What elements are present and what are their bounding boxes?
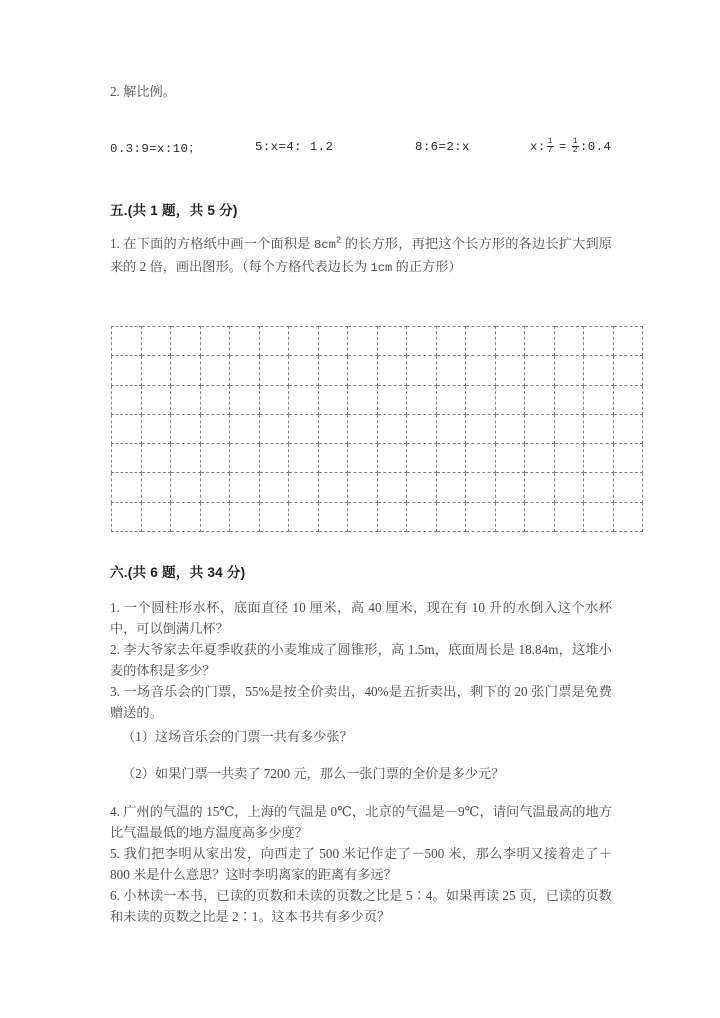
grid-cell[interactable] — [289, 385, 319, 414]
grid-cell[interactable] — [112, 385, 142, 414]
grid-cell[interactable] — [348, 444, 378, 473]
question-text-part-3: 的正方形） — [392, 258, 462, 274]
grid-cell[interactable] — [613, 473, 643, 502]
grid-cell[interactable] — [200, 356, 230, 385]
grid-cell[interactable] — [584, 502, 614, 531]
section-six-question-3-sub-1-row — [110, 726, 612, 747]
grid-cell[interactable] — [141, 385, 171, 414]
question-number: 2. — [110, 642, 120, 657]
grid-cell[interactable] — [613, 356, 643, 385]
grid-cell[interactable] — [377, 327, 407, 356]
section-six-question-2-row — [110, 639, 612, 682]
grid-cell[interactable] — [259, 414, 289, 443]
grid-cell[interactable] — [318, 327, 348, 356]
grid-cell[interactable] — [495, 414, 525, 443]
grid-cell[interactable] — [141, 414, 171, 443]
grid-cell[interactable] — [525, 473, 555, 502]
grid-cell[interactable] — [348, 473, 378, 502]
section-five-question-1-row — [110, 233, 612, 278]
grid-cell[interactable] — [436, 356, 466, 385]
proportion-4-equals: = — [558, 140, 567, 154]
grid-cell[interactable] — [200, 502, 230, 531]
grid-cell[interactable] — [200, 473, 230, 502]
grid-row — [112, 444, 643, 473]
question-number: 4. — [110, 804, 120, 819]
question-number: 1. — [110, 600, 120, 615]
area-unit-value: 8cm — [314, 238, 336, 252]
grid-cell[interactable] — [436, 444, 466, 473]
grid-cell[interactable] — [289, 473, 319, 502]
grid-cell[interactable] — [289, 502, 319, 531]
grid-row — [112, 473, 643, 502]
grid-cell[interactable] — [436, 414, 466, 443]
grid-cell[interactable] — [230, 444, 260, 473]
grid-cell[interactable] — [436, 327, 466, 356]
grid-cell[interactable] — [171, 414, 201, 443]
grid-cell[interactable] — [613, 502, 643, 531]
grid-cell[interactable] — [466, 502, 496, 531]
proportion-expression-4 — [530, 138, 611, 156]
grid-cell[interactable] — [230, 473, 260, 502]
fraction-numerator: 1 — [572, 136, 578, 146]
section-six-question-1-row — [110, 597, 612, 640]
grid-cell[interactable] — [289, 327, 319, 356]
question-text: 李大爷家去年夏季收获的小麦堆成了圆锥形，高 1.5m，底面周长是 18.84m，这堆小麦的体积是多少？ — [110, 642, 612, 679]
grid-cell[interactable] — [377, 473, 407, 502]
proportion-4-rhs-fraction — [572, 138, 579, 156]
proportion-4-lhs-fraction — [547, 138, 554, 156]
question-number: 5. — [110, 846, 120, 861]
grid-cell[interactable] — [377, 414, 407, 443]
section-five-title-row — [110, 199, 238, 219]
grid-cell[interactable] — [525, 327, 555, 356]
section-six-question-3-sub-1: （1）这场音乐会的门票一共有多少张？ — [122, 729, 353, 744]
section-six-question-3-sub-2: （2）如果门票一共卖了 7200 元，那么一张门票的全价是多少元？ — [122, 766, 505, 781]
grid-cell[interactable] — [584, 356, 614, 385]
section-six-question-5 — [110, 843, 612, 886]
grid-row — [112, 356, 643, 385]
grid-cell[interactable] — [348, 502, 378, 531]
grid-cell[interactable] — [495, 502, 525, 531]
question-text: 小林读一本书，已读的页数和未读的页数之比是 5∶4。如果再读 25 页，已读的页数和未读的页数之比是 2∶1。这本书共有多少页？ — [110, 888, 612, 925]
section-six-question-2 — [110, 639, 612, 682]
question-text-part-2: 的长方形，再把这个长方形的各边长扩大到原来的 2 倍，画出图形。（每个方格代表边长为 — [110, 236, 612, 274]
fraction-numerator: 1 — [547, 136, 553, 146]
proportion-expression-2: 5:x=4: 1.2 — [255, 140, 334, 154]
grid-cell[interactable] — [289, 444, 319, 473]
grid-cell[interactable] — [466, 414, 496, 443]
grid-cell[interactable] — [407, 502, 437, 531]
fraction-denominator: 2 — [572, 146, 578, 155]
grid-cell[interactable] — [141, 502, 171, 531]
area-unit-superscript: 2 — [335, 235, 342, 246]
grid-row — [112, 327, 643, 356]
proportion-expressions-row — [110, 138, 615, 156]
grid-cell[interactable] — [495, 385, 525, 414]
grid-cell[interactable] — [171, 444, 201, 473]
grid-cell[interactable] — [230, 502, 260, 531]
grid-cell[interactable] — [584, 444, 614, 473]
grid-cell[interactable] — [613, 385, 643, 414]
grid-cell[interactable] — [259, 444, 289, 473]
grid-cell[interactable] — [584, 327, 614, 356]
proportion-4-rhs-tail: :0.4 — [579, 140, 612, 154]
grid-cell[interactable] — [318, 444, 348, 473]
grid-cell[interactable] — [348, 414, 378, 443]
question-text: 广州的气温的 15℃，上海的气温是 0℃，北京的气温是－9℃，请问气温最高的地方比气温最低的地方温度高多少度？ — [110, 804, 612, 841]
grid-row — [112, 414, 643, 443]
grid-cell[interactable] — [259, 502, 289, 531]
grid-cell[interactable] — [112, 414, 142, 443]
grid-cell[interactable] — [554, 473, 584, 502]
grid-cell[interactable] — [407, 473, 437, 502]
grid-body — [112, 327, 643, 532]
grid-cell[interactable] — [230, 414, 260, 443]
grid-cell[interactable] — [436, 473, 466, 502]
grid-cell[interactable] — [554, 414, 584, 443]
grid-cell[interactable] — [171, 473, 201, 502]
grid-cell[interactable] — [230, 327, 260, 356]
solve-proportions-heading: 2. 解比例。 — [110, 84, 176, 99]
grid-cell[interactable] — [584, 385, 614, 414]
section-six-question-6 — [110, 885, 612, 928]
section-five-question-1 — [110, 233, 612, 278]
grid-cell[interactable] — [348, 356, 378, 385]
grid-cell[interactable] — [318, 385, 348, 414]
question-text-part-1: 在下面的方格纸中画一个面积是 — [119, 236, 315, 251]
grid-cell[interactable] — [200, 385, 230, 414]
side-length-unit-value: 1cm — [370, 260, 393, 275]
grid-cell[interactable] — [377, 444, 407, 473]
grid-cell[interactable] — [112, 473, 142, 502]
grid-cell[interactable] — [495, 473, 525, 502]
grid-cell[interactable] — [200, 327, 230, 356]
grid-cell[interactable] — [200, 414, 230, 443]
grid-cell[interactable] — [495, 327, 525, 356]
grid-cell[interactable] — [377, 385, 407, 414]
grid-cell[interactable] — [377, 502, 407, 531]
grid-cell[interactable] — [112, 327, 142, 356]
grid-cell[interactable] — [348, 327, 378, 356]
grid-cell[interactable] — [525, 414, 555, 443]
grid-cell[interactable] — [407, 444, 437, 473]
grid-cell[interactable] — [112, 444, 142, 473]
grid-cell[interactable] — [466, 356, 496, 385]
solve-proportions-heading-row — [110, 82, 610, 102]
question-number: 3. — [110, 684, 120, 699]
grid-cell[interactable] — [495, 444, 525, 473]
grid-cell[interactable] — [318, 414, 348, 443]
grid-cell[interactable] — [436, 502, 466, 531]
grid-cell[interactable] — [171, 502, 201, 531]
section-six-title: 六.(共 6 题，共 34 分) — [110, 565, 246, 580]
grid-cell[interactable] — [141, 444, 171, 473]
grid-cell[interactable] — [377, 356, 407, 385]
question-text: 一个圆柱形水杯，底面直径 10 厘米，高 40 厘米，现在有 10 升的水倒入这个水杯中，可以倒满几杯？ — [110, 600, 612, 637]
grid-cell[interactable] — [289, 356, 319, 385]
grid-cell[interactable] — [466, 444, 496, 473]
section-six-question-3 — [110, 681, 612, 724]
section-six-question-5-row — [110, 843, 612, 886]
grid-cell[interactable] — [525, 385, 555, 414]
grid-cell[interactable] — [200, 444, 230, 473]
proportion-4-lhs-variable: x: — [530, 140, 546, 154]
grid-cell[interactable] — [554, 327, 584, 356]
grid-cell[interactable] — [525, 502, 555, 531]
proportion-expression-3: 8:6=2:x — [415, 140, 470, 154]
grid-cell[interactable] — [554, 356, 584, 385]
grid-cell[interactable] — [554, 502, 584, 531]
grid-cell[interactable] — [525, 444, 555, 473]
section-six-title-row — [110, 561, 245, 581]
grid-cell[interactable] — [584, 473, 614, 502]
grid-cell[interactable] — [230, 385, 260, 414]
fraction-denominator: 7 — [547, 146, 553, 155]
section-six-question-4 — [110, 801, 612, 844]
grid-cell[interactable] — [318, 473, 348, 502]
section-six-question-3-sub-2-row — [110, 763, 612, 784]
grid-cell[interactable] — [318, 356, 348, 385]
grid-cell[interactable] — [613, 327, 643, 356]
section-five-title: 五.(共 1 题，共 5 分) — [110, 203, 238, 218]
question-number: 6. — [110, 888, 120, 903]
grid-cell[interactable] — [112, 502, 142, 531]
grid-cell[interactable] — [141, 473, 171, 502]
grid-cell[interactable] — [112, 356, 142, 385]
grid-cell[interactable] — [289, 414, 319, 443]
proportion-expression-1: 0.3:9=x:10； — [110, 142, 202, 156]
grid-cell[interactable] — [436, 385, 466, 414]
grid-cell[interactable] — [466, 473, 496, 502]
grid-cell[interactable] — [407, 327, 437, 356]
grid-cell[interactable] — [613, 414, 643, 443]
grid-cell[interactable] — [171, 327, 201, 356]
grid-row — [112, 502, 643, 531]
section-six-question-1 — [110, 597, 612, 640]
grid-cell[interactable] — [466, 327, 496, 356]
grid-cell[interactable] — [171, 385, 201, 414]
grid-paper[interactable] — [111, 326, 643, 532]
grid-row — [112, 385, 643, 414]
section-six-question-3-row — [110, 681, 612, 724]
grid-cell[interactable] — [259, 327, 289, 356]
grid-cell[interactable] — [318, 502, 348, 531]
grid-cell[interactable] — [525, 356, 555, 385]
question-text: 一场音乐会的门票，55%是按全价卖出，40%是五折卖出，剩下的 20 张门票是免费赠送的。 — [110, 684, 612, 721]
grid-cell[interactable] — [171, 356, 201, 385]
grid-cell[interactable] — [554, 444, 584, 473]
section-six-question-4-row — [110, 801, 612, 844]
grid-cell[interactable] — [259, 473, 289, 502]
grid-cell[interactable] — [230, 356, 260, 385]
grid-cell[interactable] — [407, 356, 437, 385]
grid-paper-wrapper — [111, 326, 643, 532]
grid-cell[interactable] — [495, 356, 525, 385]
grid-cell[interactable] — [584, 414, 614, 443]
grid-cell[interactable] — [141, 356, 171, 385]
grid-cell[interactable] — [259, 385, 289, 414]
grid-cell[interactable] — [554, 385, 584, 414]
question-number: 1. — [110, 236, 120, 251]
section-six-question-6-row — [110, 885, 612, 928]
grid-cell[interactable] — [259, 356, 289, 385]
grid-cell[interactable] — [407, 385, 437, 414]
question-text: 我们把李明从家出发，向西走了 500 米记作走了－500 米，那么李明又接着走了＋800 米是什么意思？这时李明离家的距离有多远？ — [110, 846, 612, 883]
grid-cell[interactable] — [613, 444, 643, 473]
grid-cell[interactable] — [141, 327, 171, 356]
grid-cell[interactable] — [466, 385, 496, 414]
grid-cell[interactable] — [348, 385, 378, 414]
grid-cell[interactable] — [407, 414, 437, 443]
